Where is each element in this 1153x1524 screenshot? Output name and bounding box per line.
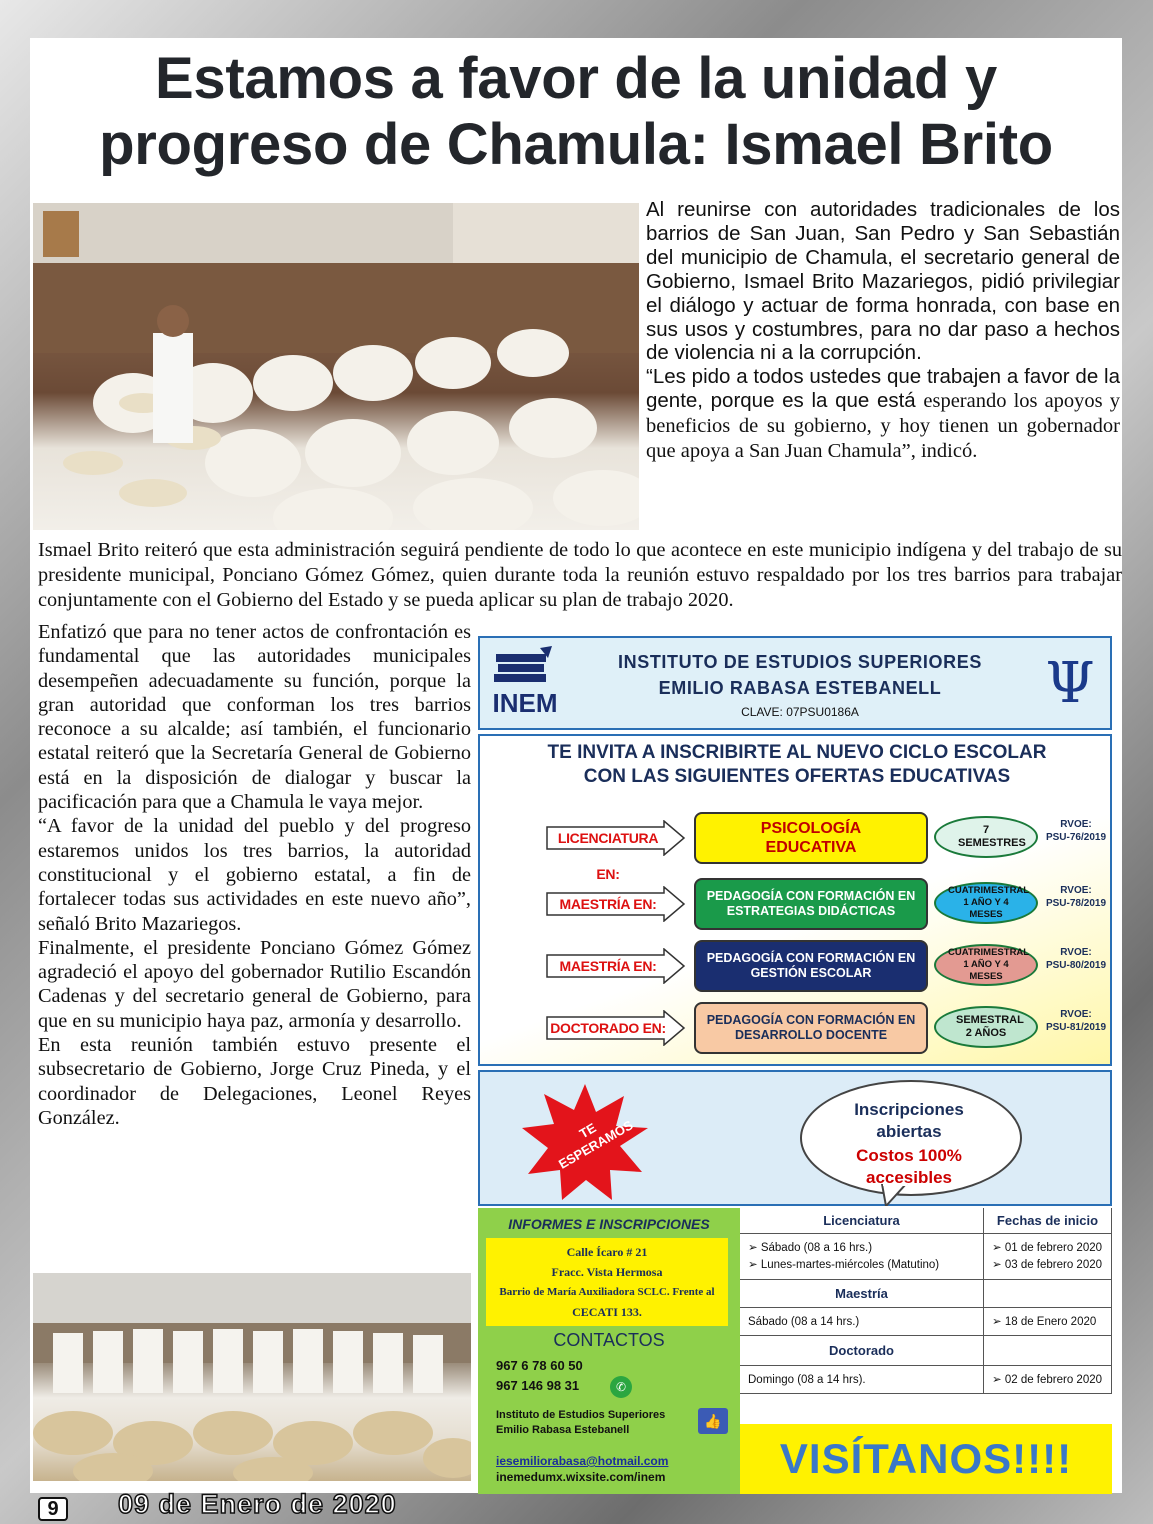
bubble-line-2: abiertas (876, 1122, 942, 1141)
inem-advertisement (478, 636, 1112, 1494)
offer-level-label: LICENCIATURA EN: (557, 830, 659, 882)
offer-rvoe (1038, 1008, 1114, 1034)
body-paragraph: En esta reunión también estuvo presente el subsecretario de Gobierno, Jorge Cruz Pineda, y el coordinador de Delegaciones, Leonel Reyes González. (38, 1034, 471, 1129)
offer-program-label: PEDAGOGÍA CON FORMACIÓN EN ESTRATEGIAS DIDÁCTICAS (706, 889, 916, 918)
whatsapp-icon: ✆ (610, 1376, 632, 1398)
headline-line-2: progreso de Chamula: Ismael Brito (99, 112, 1053, 177)
schedule-header-dates: Fechas de inicio (984, 1208, 1112, 1234)
offer-row (480, 936, 1114, 996)
institute-name-line-2: EMILIO RABASA ESTEBANELL (658, 678, 942, 698)
contacts-label: CONTACTOS (553, 1330, 665, 1350)
offer-program (694, 878, 928, 930)
schedule-cell (740, 1234, 984, 1280)
intro-paragraph-1: Al reunirse con autoridades tradicionales de los barrios de San Juan, San Pedro y San Sebastián del municipio de Chamula, el secretario general de Gobierno, Ismael Brito Mazariegos, pidió privilegiar el diálogo y actuar de forma honrada, con base en sus usos y costumbres, para no dar paso a hechos de violencia ni a la corrupción. (646, 198, 1120, 365)
facebook-name-line-1: Instituto de Estudios Superiores (496, 1409, 666, 1421)
intro-column (646, 198, 1120, 464)
level-arrow (546, 1010, 686, 1046)
schedule-header-doctorado: Doctorado (740, 1336, 984, 1366)
newspaper-page (30, 38, 1122, 1493)
offer-program-label: PSICOLOGÍA EDUCATIVA (760, 820, 862, 856)
email-link[interactable]: iesemiliorabasa@hotmail.com (496, 1454, 669, 1468)
offer-level-label: MAESTRÍA EN: (559, 958, 657, 974)
headline (30, 46, 1122, 178)
offer-row (480, 874, 1114, 934)
assembly-photo (33, 1273, 471, 1481)
bubble-line-3: Costos 100% (856, 1146, 962, 1165)
schedule-item: ➢ Sábado (08 a 16 hrs.) (748, 1242, 873, 1254)
body-paragraph: Finalmente, el presidente Ponciano Gómez Gómez agradeció el apoyo del gobernador Rutilio Escandón Cadenas y del secretario general de Gobierno, para que en su municipio haya paz, armonía y desarrollo. (38, 936, 471, 1032)
rvoe-label: RVOE: (1060, 819, 1092, 830)
address-line: CECATI 133. (572, 1305, 642, 1319)
issue-date: 09 de Enero de 2020 (118, 1489, 397, 1519)
offer-duration (934, 1006, 1038, 1048)
schedule-date: ➢ 01 de febrero 2020 (992, 1242, 1103, 1254)
body-paragraph: “A favor de la unidad del pueblo y del progreso estaremos unidos los tres barrios, la autoridad constitucional y el gobierno estatal, a fin de fortalecer todas sus actividades en este nuevo año”, señaló Brito Mazariegos. (38, 815, 471, 935)
intro-quote-end: esperando los apoyos y beneficios de su gobierno, y hoy tienen un gobernador que apoya a San Juan Chamula”, indicó. (646, 390, 1120, 463)
schedule-date: ➢ 18 de Enero 2020 (984, 1308, 1112, 1336)
offer-level-label: MAESTRÍA EN: (559, 896, 657, 912)
inem-logo (490, 644, 560, 724)
schedule-header-maestria: Maestría (740, 1280, 984, 1308)
schedule-date: ➢ 03 de febrero 2020 (992, 1259, 1103, 1271)
ad-header (478, 636, 1112, 730)
schedule-cell (984, 1280, 1112, 1308)
phone-number[interactable]: 967 146 98 31 (496, 1378, 580, 1393)
offer-duration-label: SEMESTRAL 2 AÑOS (956, 1014, 1024, 1039)
facebook-like-icon: 👍 (698, 1408, 728, 1434)
body-left-column (38, 620, 471, 1130)
level-arrow (546, 948, 686, 984)
contact-panel (478, 1208, 740, 1494)
offer-program-label: PEDAGOGÍA CON FORMACIÓN EN GESTIÓN ESCOLAR (706, 951, 916, 980)
star-text: TE ESPERAMOS (556, 1117, 636, 1172)
offer-program-label: PEDAGOGÍA CON FORMACIÓN EN DESARROLLO DOCENTE (706, 1013, 916, 1042)
rvoe-code: PSU-76/2019 (1045, 832, 1107, 843)
bubble-line-1: Inscripciones (854, 1100, 964, 1119)
rvoe-label: RVOE: (1060, 885, 1092, 896)
intro-paragraph-2 (646, 365, 1120, 464)
offer-rvoe (1038, 884, 1114, 910)
offer-level-label: DOCTORADO EN: (550, 1020, 666, 1036)
invite-line-1: TE INVITA A INSCRIBIRTE AL NUEVO CICLO ESCOLAR (547, 742, 1047, 763)
address-box (486, 1238, 728, 1326)
psi-symbol-icon: Ψ (1045, 651, 1095, 716)
address-line: Calle Ícaro # 21 (566, 1245, 648, 1259)
invite-line-2: CON LAS SIGUIENTES OFERTAS EDUCATIVAS (583, 766, 1011, 787)
offer-rvoe (1038, 946, 1114, 972)
offer-program (694, 1002, 928, 1054)
institute-clave: CLAVE: 07PSU0186A (741, 705, 859, 719)
ad-banner (478, 1070, 1112, 1206)
level-arrow (546, 886, 686, 922)
offer-duration-label: 7 SEMESTRES (958, 824, 1026, 849)
offer-duration (934, 944, 1038, 986)
schedule-item: ➢ Lunes-martes-miércoles (Matutino) (748, 1259, 940, 1271)
facebook-name-line-2: Emilio Rabasa Estebanell (496, 1424, 630, 1436)
meeting-photo-image (33, 203, 639, 530)
bubble-line-4: accesibles (865, 1168, 952, 1187)
level-arrow (546, 820, 686, 882)
offer-program (694, 940, 928, 992)
schedule-cell (984, 1336, 1112, 1366)
rvoe-label: RVOE: (1060, 947, 1092, 958)
body-paragraph-wide: Ismael Brito reiteró que esta administración seguirá pendiente de todo lo que acontece en este municipio indígena y del trabajo de su presidente municipal, Ponciano Gómez Gómez, quien durante toda la reunión estuvo respaldado por los tres barrios para trabajar conjuntamente con el Gobierno del Estado y se pueda aplicar su plan de trabajo 2020. (38, 539, 1122, 611)
assembly-photo-image (33, 1273, 471, 1481)
intro-quote-start: “Les pido a todos ustedes que trabajen a favor de la gente, porque es la que está (646, 365, 1120, 413)
institute-name-line-1: INSTITUTO DE ESTUDIOS SUPERIORES (618, 652, 982, 672)
visit-us-banner: VISÍTANOS!!!! (740, 1424, 1112, 1494)
schedule-cell (984, 1234, 1112, 1280)
page-footer (30, 1489, 1122, 1524)
website-link[interactable]: inemedumx.wixsite.com/inem (496, 1470, 666, 1484)
offer-row (480, 998, 1114, 1058)
schedule-item: Sábado (08 a 14 hrs.) (740, 1308, 984, 1336)
offer-duration (934, 816, 1038, 858)
info-title: INFORMES E INSCRIPCIONES (508, 1216, 710, 1232)
offer-duration-label: CUATRIMESTRAL 1 AÑO Y 4 MESES (948, 947, 1030, 982)
offer-program (694, 812, 928, 864)
headline-line-1: Estamos a favor de la unidad y (155, 46, 997, 111)
rvoe-label: RVOE: (1060, 1009, 1092, 1020)
address-line: Fracc. Vista Hermosa (551, 1265, 663, 1279)
offer-duration (934, 882, 1038, 924)
offer-row (480, 808, 1114, 882)
offer-duration-label: CUATRIMESTRAL 1 AÑO Y 4 MESES (948, 885, 1030, 920)
schedule-header-licenciatura: Licenciatura (740, 1208, 984, 1234)
page-number: 9 (38, 1497, 68, 1521)
address-line: Barrio de María Auxiliadora SCLC. Frente al (499, 1286, 715, 1298)
schedule-item: Domingo (08 a 14 hrs). (740, 1366, 984, 1394)
rvoe-code: PSU-80/2019 (1045, 960, 1107, 971)
rvoe-code: PSU-81/2019 (1045, 1022, 1107, 1033)
meeting-photo (33, 203, 639, 530)
phone-number[interactable]: 967 6 78 60 50 (496, 1358, 583, 1373)
inem-logo-text: INEM (492, 688, 558, 718)
schedule-date: ➢ 02 de febrero 2020 (984, 1366, 1112, 1394)
ad-offers-panel (478, 734, 1112, 1066)
offer-rvoe (1038, 818, 1114, 844)
body-paragraph: Enfatizó que para no tener actos de confrontación es fundamental que las autoridades municipales desempeñen adecuadamente su función, porque la gran autoridad que conforman los tres barrios reconoce a su alcalde; así también, el funcionario estatal reiteró que la Secretaría General de Gobierno está en la disposición de dialogar y buscar la pacificación para que a Chamula le vaya mejor. (38, 621, 471, 814)
rvoe-code: PSU-78/2019 (1045, 898, 1107, 909)
